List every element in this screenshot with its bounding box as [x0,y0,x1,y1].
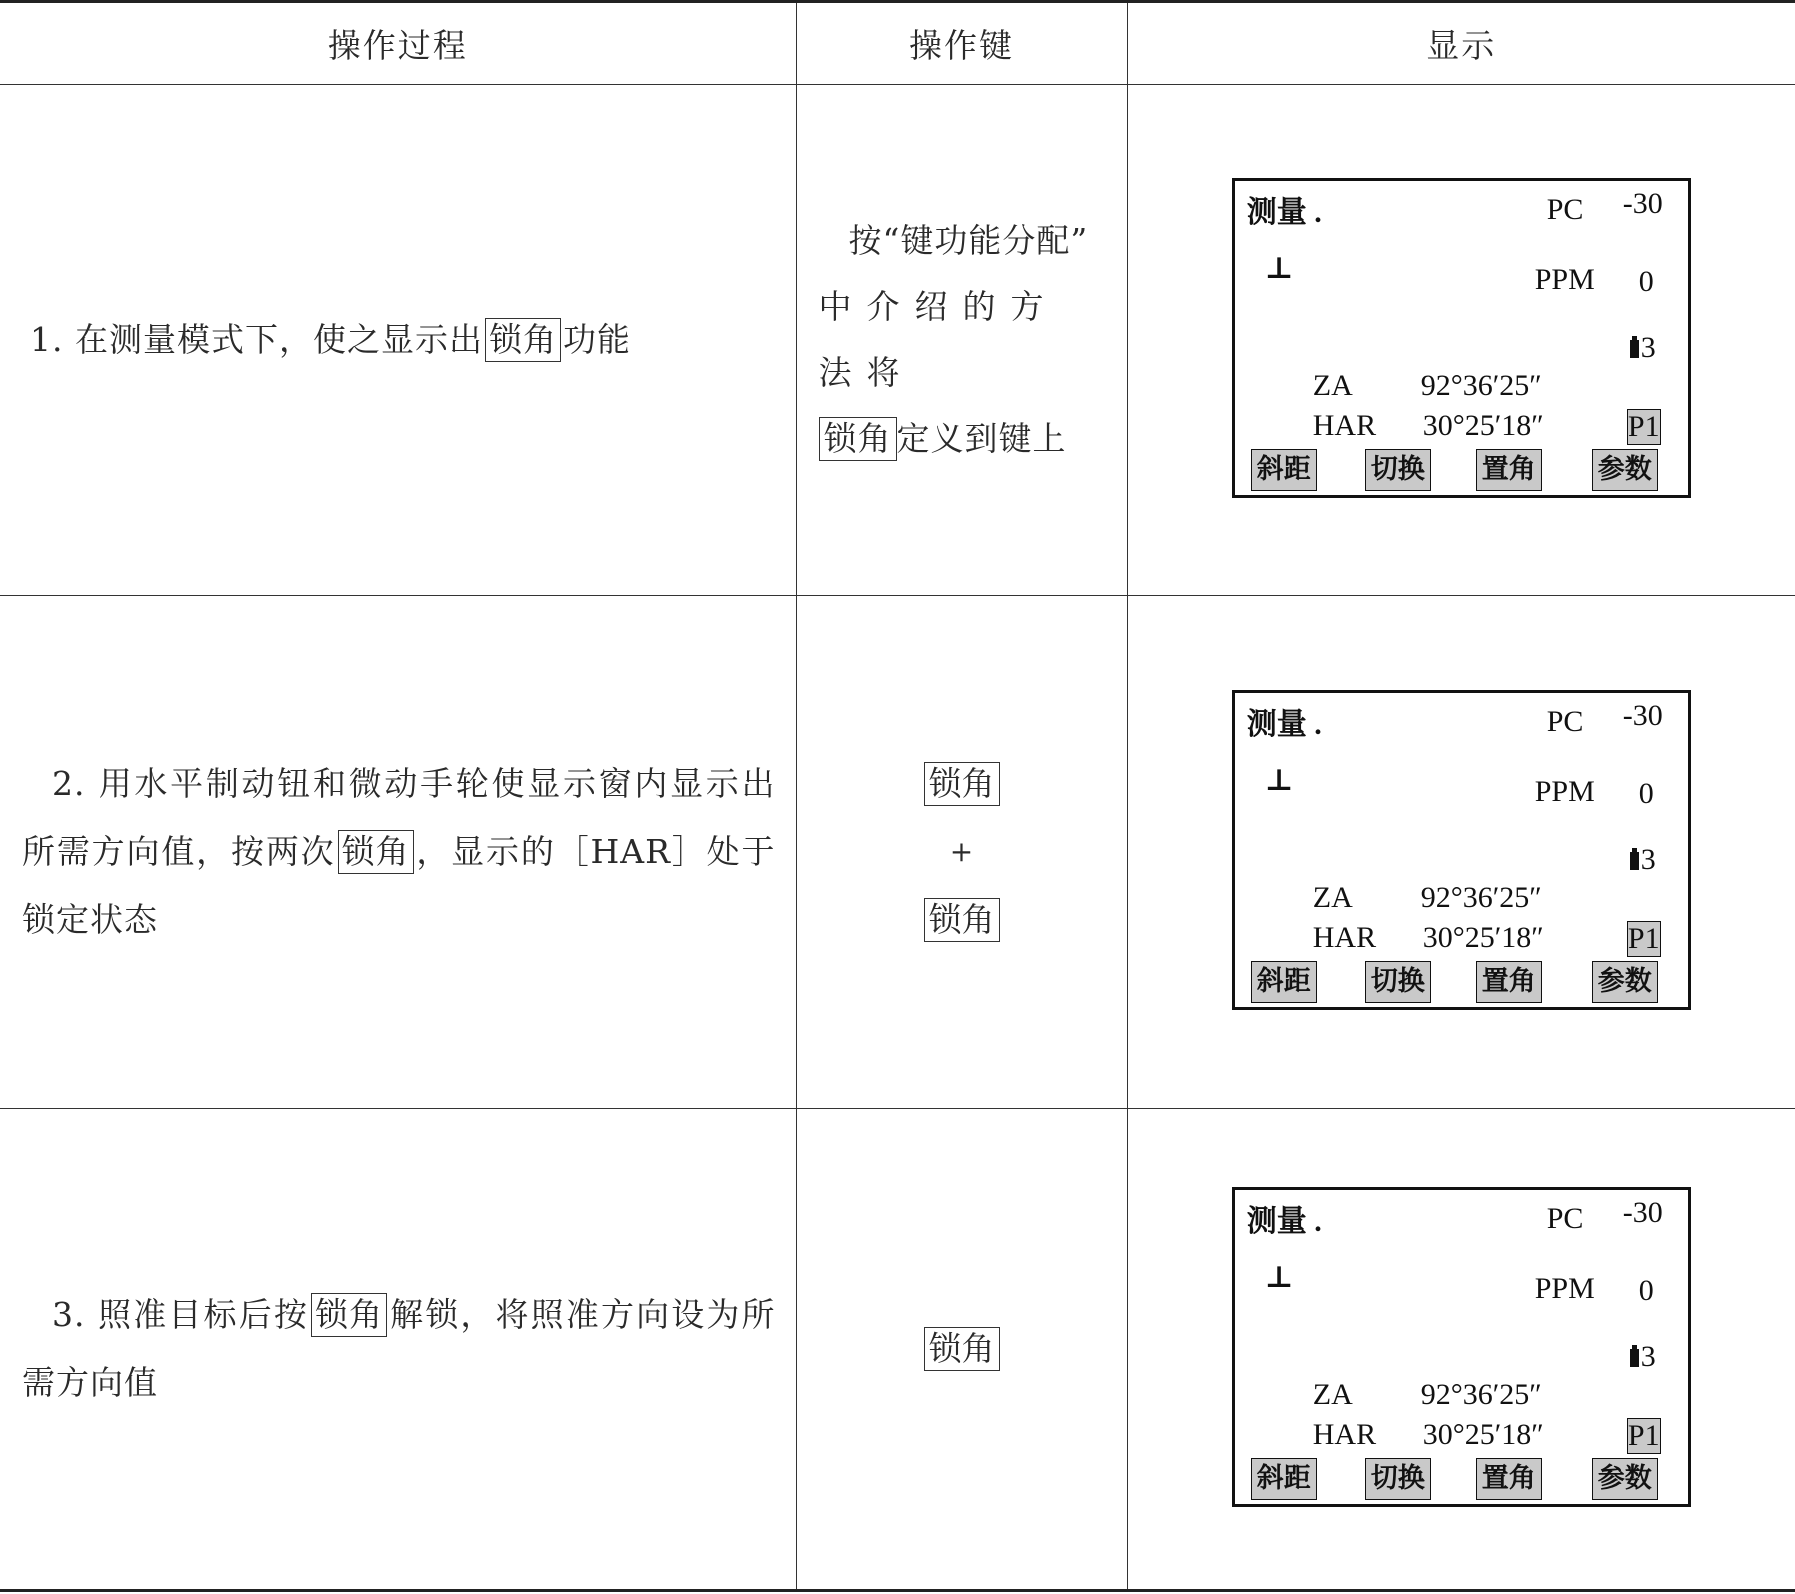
softkey-parameters[interactable]: 参数 [1592,961,1658,1003]
battery-indicator [1630,843,1656,877]
table-row [0,85,1795,596]
softkey-parameters[interactable]: 参数 [1592,449,1658,491]
instrument-screen [1232,178,1691,498]
za-value: 92°36′25″ [1420,881,1542,914]
key-reference: 锁角 [485,318,561,362]
step-text-pre: 照准目标后按 [98,1295,309,1334]
battery-level: 3 [1640,331,1656,364]
tilt-icon: ⊥ [1264,764,1294,797]
page-indicator: P1 [1627,410,1660,443]
har-value: 30°25′18″ [1422,1418,1544,1451]
za-label: ZA [1312,881,1353,914]
instrument-screen [1232,1187,1691,1507]
softkey-set-angle[interactable]: 置角 [1476,961,1542,1003]
screen-title: 测量 . [1246,196,1322,229]
za-value: 92°36′25″ [1420,369,1542,402]
ppm-label: PPM [1534,1272,1595,1305]
tilt-icon: ⊥ [1264,1261,1294,1294]
tilt-icon: ⊥ [1264,252,1294,285]
key-cell [796,85,1127,596]
display-cell [1127,596,1795,1109]
battery-icon [1630,1349,1639,1367]
page-indicator: P1 [1627,1419,1660,1452]
instrument-screen [1232,690,1691,1010]
ppm-value: 0 [1638,777,1654,810]
key-instruction [797,208,1127,472]
step-number: 2. [52,764,86,803]
softkey-parameters[interactable]: 参数 [1592,1458,1658,1500]
header-keys: 操作键 [796,2,1127,85]
key-line: 中介绍的方法将 [818,287,1059,392]
key-cell [796,596,1127,1109]
har-value: 30°25′18″ [1422,921,1544,954]
ppm-label: PPM [1534,775,1595,808]
har-label: HAR [1312,1418,1377,1451]
za-label: ZA [1312,369,1353,402]
page-indicator: P1 [1627,922,1660,955]
step-text-post: ，显示的［HAR］处于锁定状态 [22,832,776,939]
pc-value: -30 [1622,699,1663,732]
softkey-set-angle[interactable]: 置角 [1476,1458,1542,1500]
step-number: 1. [30,320,64,359]
procedure-cell [0,1109,796,1591]
step-text-post: 解锁，将照准方向设为所需方向值 [22,1295,776,1402]
battery-icon [1630,340,1639,358]
softkey-set-angle[interactable]: 置角 [1476,449,1542,491]
har-label: HAR [1312,409,1377,442]
screen-title: 测量 . [1246,1205,1322,1238]
step-text [0,306,796,374]
softkey-slope-distance[interactable]: 斜距 [1251,1458,1317,1500]
battery-level: 3 [1640,1340,1656,1373]
pc-value: -30 [1622,187,1663,220]
step-text-pre: 用水平制动钮和微动手轮使显示窗内显示出所需方向值，按两次 [22,764,776,871]
key-box: 锁角 [924,762,1000,806]
ppm-value: 0 [1638,265,1654,298]
procedure-cell [0,596,796,1109]
ppm-label: PPM [1534,263,1595,296]
screen-title: 测量 . [1246,708,1322,741]
pc-value: -30 [1622,1196,1663,1229]
za-value: 92°36′25″ [1420,1378,1542,1411]
key-box: 锁角 [819,417,897,461]
header-procedure: 操作过程 [0,2,796,85]
step-text-post: 功能 [563,320,631,359]
table-row [0,596,1795,1109]
battery-indicator [1630,331,1656,365]
pc-label: PC [1546,193,1584,226]
key-line: 按“键功能分配” [848,221,1089,260]
softkey-switch[interactable]: 切换 [1365,1458,1431,1500]
plus-sign: + [949,835,974,868]
header-row [0,2,1795,85]
key-cell [796,1109,1127,1591]
battery-indicator [1630,1340,1656,1374]
key-box: 锁角 [924,898,1000,942]
key-line-post: 定义到键上 [896,419,1067,458]
display-cell [1127,85,1795,596]
har-label: HAR [1312,921,1377,954]
key-box: 锁角 [924,1327,1000,1371]
softkey-switch[interactable]: 切换 [1365,449,1431,491]
step-text [0,750,796,954]
har-value: 30°25′18″ [1422,409,1544,442]
ppm-value: 0 [1638,1274,1654,1307]
key-reference: 锁角 [338,830,414,874]
softkey-slope-distance[interactable]: 斜距 [1251,961,1317,1003]
step-number: 3. [52,1295,86,1334]
table-row [0,1109,1795,1591]
key-line [819,406,1105,472]
step-text [0,1281,796,1417]
header-display: 显示 [1127,2,1795,85]
key-reference: 锁角 [311,1293,387,1337]
battery-icon [1630,852,1639,870]
procedure-cell [0,85,796,596]
softkey-switch[interactable]: 切换 [1365,961,1431,1003]
softkey-slope-distance[interactable]: 斜距 [1251,449,1317,491]
display-cell [1127,1109,1795,1591]
pc-label: PC [1546,705,1584,738]
za-label: ZA [1312,1378,1353,1411]
battery-level: 3 [1640,843,1656,876]
pc-label: PC [1546,1202,1584,1235]
step-text-pre: 在测量模式下，使之显示出 [75,320,483,359]
